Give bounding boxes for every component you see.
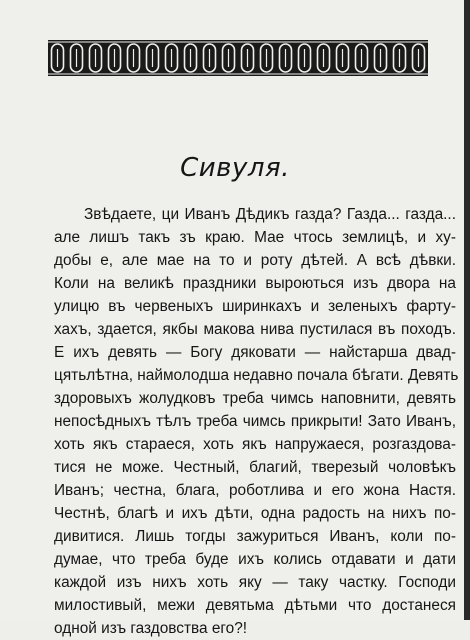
text-line: добы е, але мае на то и роту дѣтей. А всѣ дѣвки.: [54, 252, 456, 269]
text-line: хоть якъ стараеся, хоть якъ напружаеся, розгаздова-: [54, 436, 456, 453]
body-paragraph: [54, 203, 459, 640]
text-line: непосѣдныхъ тѣлъ треба чимсь прикрыти! Зато Иванъ,: [54, 413, 456, 430]
text-line: цятьлѣтна, наймолодша недавно почала бѣгати. Девять: [54, 367, 459, 384]
text-line: тися не може. Честный, благий, тверезый чоловѣкъ: [54, 459, 456, 476]
text-line: здоровыхъ жолудковъ треба чимсь наповнити, девять: [54, 390, 456, 407]
text-line: Звѣдаете, ци Иванъ Дѣдикъ газда? Газда... газда...: [84, 206, 456, 223]
text-line: одной изъ газдовства его?!: [54, 620, 248, 637]
text-line: Е ихъ девять — Богу дяковати — найстарша двад-: [54, 344, 456, 361]
text-line: Честнѣ, благѣ и ихъ дѣти, одна радость на нихъ по-: [54, 505, 456, 522]
text-line: Иванъ; честна, блага, роботлива и его жона Настя.: [54, 482, 456, 499]
text-line: улицю въ червеныхъ ширинкахъ и зеленыхъ фарту-: [54, 298, 456, 315]
decorative-border-ornament: [48, 40, 428, 76]
text-line: Коли на великѣ праздники выроються изъ двора на: [54, 275, 456, 292]
text-line: дивитися. Лишь тогды зажуриться Иванъ, коли по-: [54, 528, 456, 545]
chapter-title: Сивуля.: [180, 153, 290, 183]
text-line: але лишъ такъ зъ краю. Мае чтось землицѣ, и ху-: [54, 229, 456, 246]
text-line: хахъ, здается, якбы макова нива пустилася въ походъ.: [54, 321, 456, 338]
text-line: каждой изъ нихъ хоть яку — таку частку. Господи: [54, 574, 456, 591]
page-edge: [464, 0, 470, 620]
text-line: думае, что треба буде ихъ колись отдавати и дати: [54, 551, 456, 568]
text-line: милостивый, межи девятьма дѣтьми что достанеся: [54, 597, 456, 614]
